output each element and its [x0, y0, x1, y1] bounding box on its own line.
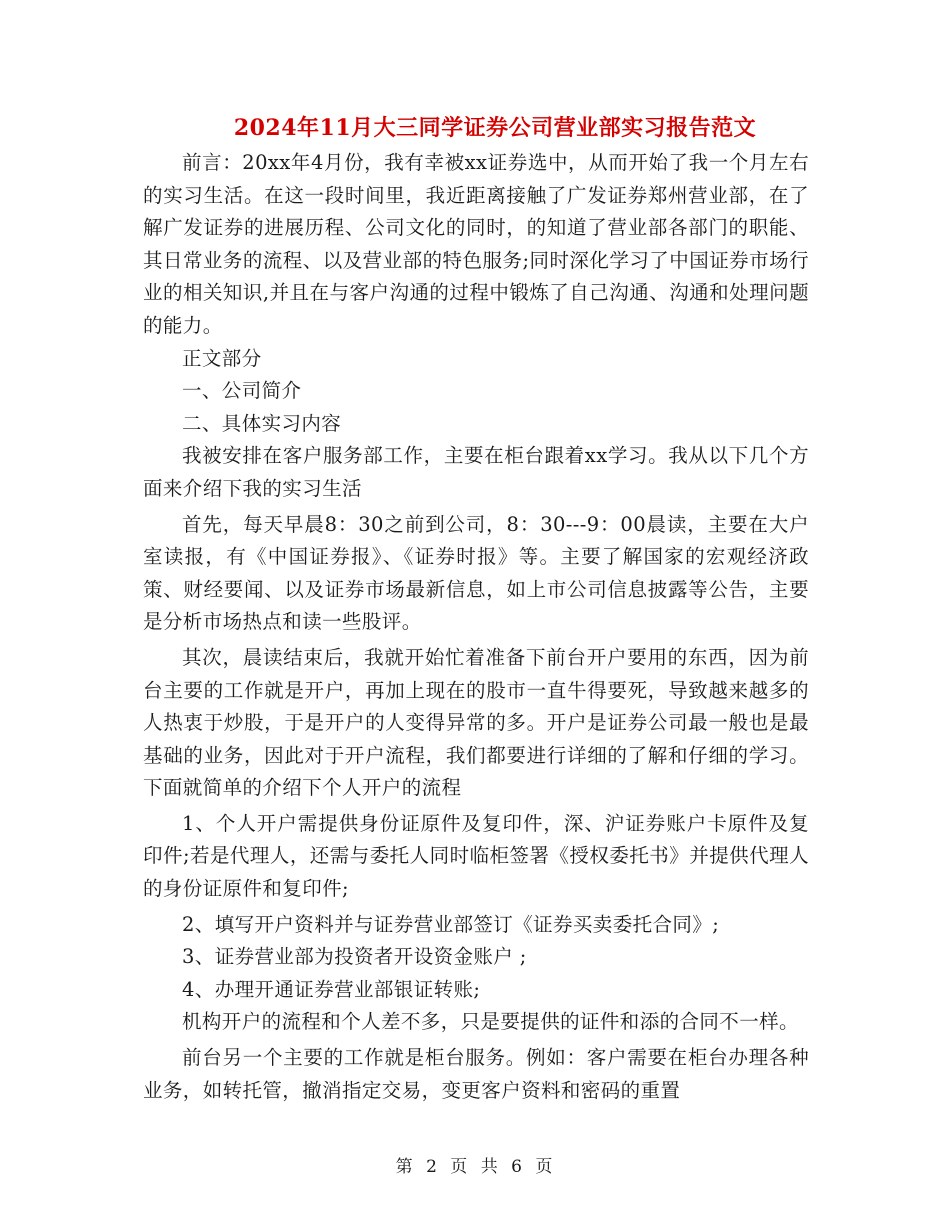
page-footer: 第 2 页 共 6 页 — [395, 1157, 555, 1177]
list-item-step-4: 4、办理开通证券营业部银证转账; — [182, 977, 481, 1001]
paragraph-institutional: 机构开户的流程和个人差不多，只是要提供的证件和添的合同不一样。 — [182, 1010, 799, 1034]
list-item-step-2: 2、填写开户资料并与证券营业部签订《证券买卖委托合同》; — [182, 912, 720, 936]
paragraph-account-opening: 其次，晨读结束后，我就开始忙着准备下前台开户要用的东西，因为前台主要的工作就是开户，再加上现在的股市一直牛得要死，导致越来越多的人热衷于炒股，于是开户的人变得异常的多。开户是证券公司最一般也是最基础的业务，因此对于开户流程，我们都要进行详细的了解和仔细的学习。下面就简单的介绍下个人开户的流程 — [143, 645, 809, 800]
paragraph-counter-service: 前台另一个主要的工作就是柜台服务。例如：客户需要在柜台办理各种业务，如转托管，撤消指定交易，变更客户资料和密码的重置 — [143, 1046, 809, 1102]
document-title: 2024年11月大三同学证券公司营业部实习报告范文 — [233, 115, 757, 141]
list-item-step-1: 1、个人开户需提供身份证原件及复印件，深、沪证券账户卡原件及复印件;若是代理人，还需与委托人同时临柜签署《授权委托书》并提供代理人的身份证原件和复印件; — [143, 811, 809, 901]
paragraph-assignment: 我被安排在客户服务部工作，主要在柜台跟着xx学习。我从以下几个方面来介绍下我的实习生活 — [143, 444, 809, 500]
list-item-step-3: 3、证券营业部为投资者开设资金账户 ; — [182, 945, 527, 969]
section-heading-details: 二、具体实习内容 — [182, 411, 342, 435]
section-heading-body: 正文部分 — [182, 346, 262, 370]
section-heading-company: 一、公司简介 — [182, 379, 302, 403]
document-body — [143, 147, 809, 1107]
paragraph-preface: 前言：20xx年4月份，我有幸被xx证券选中，从而开始了我一个月左右的实习生活。在这一段时间里，我近距离接触了广发证券郑州营业部，在了解广发证券的进展历程、公司文化的同时，的知道了营业部各部门的职能、其日常业务的流程、以及营业部的特色服务;同时深化学习了中国证券市场行业的相关知识,并且在与客户沟通的过程中锻炼了自己沟通、沟通和处理问题的能力。 — [143, 151, 809, 337]
paragraph-morning: 首先，每天早晨8：30之前到公司，8：30---9：00晨读，主要在大户室读报，有《中国证券报》、《证券时报》等。主要了解国家的宏观经济政策、财经要闻、以及证券市场最新信息，如上市公司信息披露等公告，主要是分析市场热点和读一些股评。 — [143, 512, 809, 634]
